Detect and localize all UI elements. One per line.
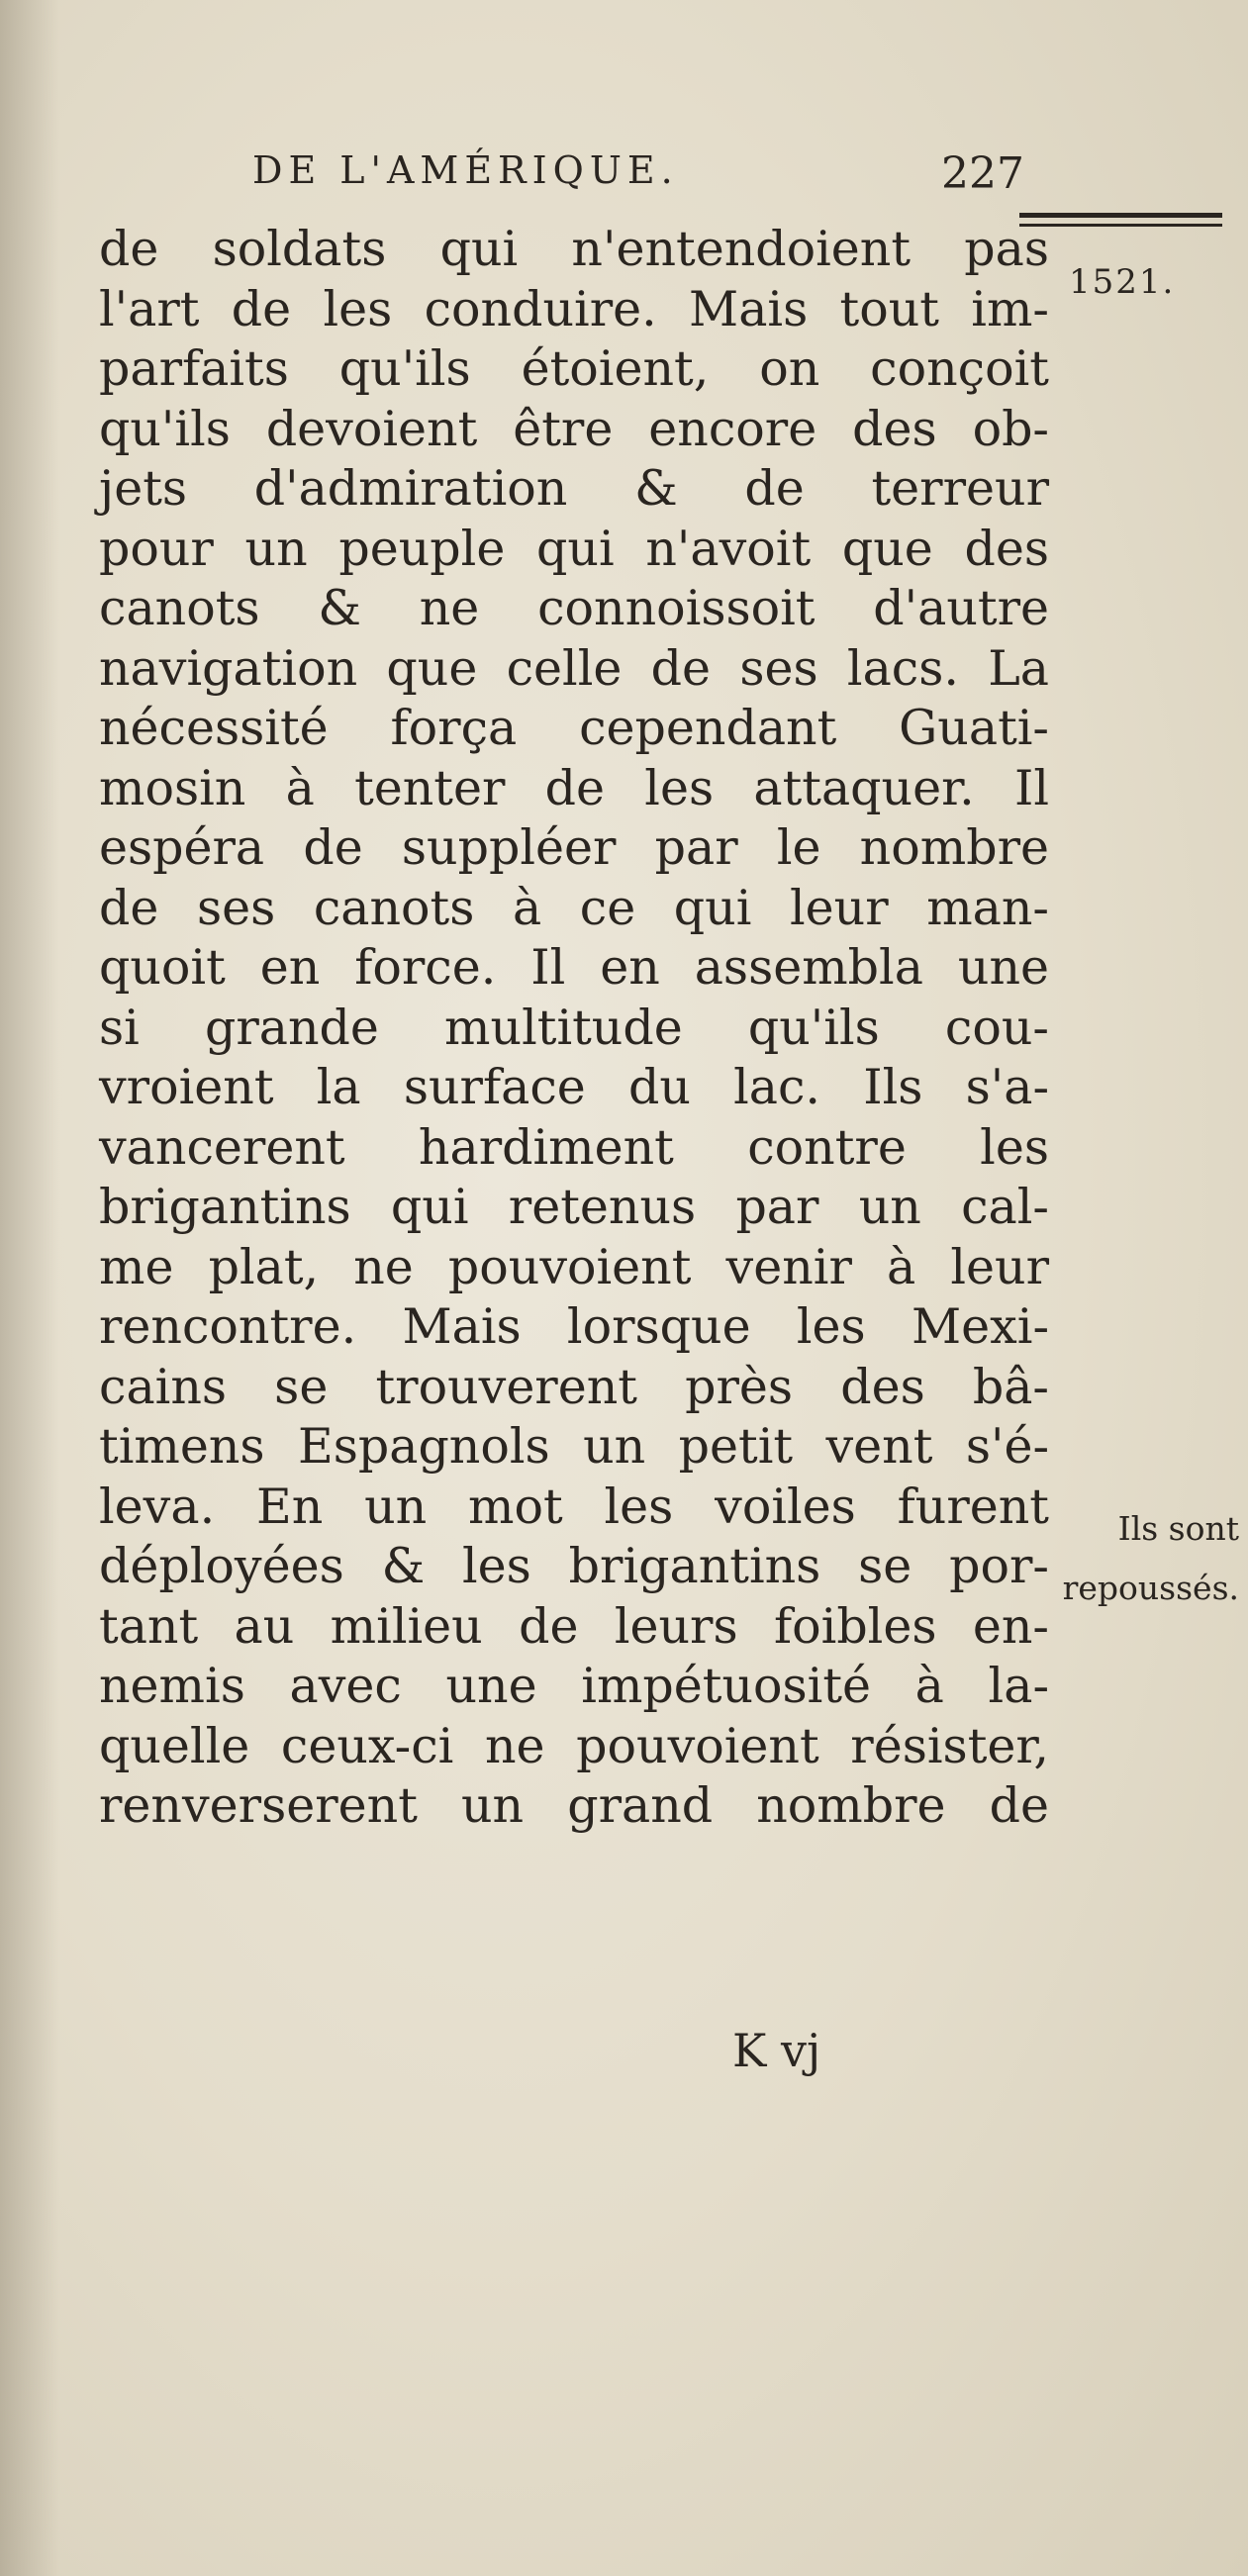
- text-line: rencontre. Mais lorsque les Mexi-: [99, 1298, 1049, 1355]
- text-line: cains se trouverent près des bâ-: [99, 1358, 1049, 1415]
- text-line: navigation que celle de ses lacs. La: [99, 639, 1049, 697]
- margin-year: 1521.: [1069, 262, 1176, 302]
- body-text: [99, 220, 1049, 1837]
- page-number: 227: [941, 148, 1024, 199]
- text-line: me plat, ne pouvoient venir à leur: [99, 1238, 1049, 1295]
- text-line: nemis avec une impétuosité à la-: [99, 1658, 1049, 1714]
- gutter-shadow: [0, 0, 59, 2576]
- text-line: tant au milieu de leurs foibles en-: [99, 1597, 1049, 1655]
- text-line: brigantins qui retenus par un cal-: [99, 1179, 1049, 1235]
- running-head: DE L'AMÉRIQUE.: [252, 148, 679, 192]
- page-header: [252, 148, 1024, 208]
- text-line: qu'ils devoient être encore des ob-: [99, 400, 1049, 457]
- text-line: espéra de suppléer par le nombre: [99, 819, 1049, 876]
- text-line: vancerent hardiment contre les: [99, 1118, 1049, 1176]
- text-line: renverserent un grand nombre de: [99, 1777, 1049, 1834]
- signature-catchword: K vj: [732, 2024, 821, 2077]
- margin-sidenote: [1011, 1499, 1239, 1618]
- text-line: quoit en force. Il en assembla une: [99, 939, 1049, 996]
- text-line: vroient la surface du lac. Ils s'a-: [99, 1059, 1049, 1115]
- text-line: leva. En un mot les voiles furent: [99, 1478, 1049, 1535]
- text-line: pour un peuple qui n'avoit que des: [99, 520, 1049, 577]
- text-line: l'art de les conduire. Mais tout im-: [99, 280, 1049, 337]
- text-line: timens Espagnols un petit vent s'é-: [99, 1418, 1049, 1475]
- text-line: de ses canots à ce qui leur man-: [99, 879, 1049, 936]
- text-line: de soldats qui n'entendoient pas: [99, 221, 1049, 277]
- text-line: nécessité força cependant Guati-: [99, 700, 1049, 756]
- text-line: mosin à tenter de les attaquer. Il: [99, 759, 1049, 816]
- sidenote-line: repoussés.: [1062, 1569, 1239, 1607]
- sidenote-line: Ils sont: [1117, 1509, 1239, 1548]
- text-line: canots & ne connoissoit d'autre: [99, 580, 1049, 636]
- margin-rule: [1019, 213, 1222, 227]
- text-line: parfaits qu'ils étoient, on conçoit: [99, 340, 1049, 397]
- text-line: quelle ceux-ci ne pouvoient résister,: [99, 1717, 1049, 1774]
- text-line: si grande multitude qu'ils cou-: [99, 999, 1049, 1056]
- text-line: déployées & les brigantins se por-: [99, 1538, 1049, 1594]
- text-line: jets d'admiration & de terreur: [99, 460, 1049, 517]
